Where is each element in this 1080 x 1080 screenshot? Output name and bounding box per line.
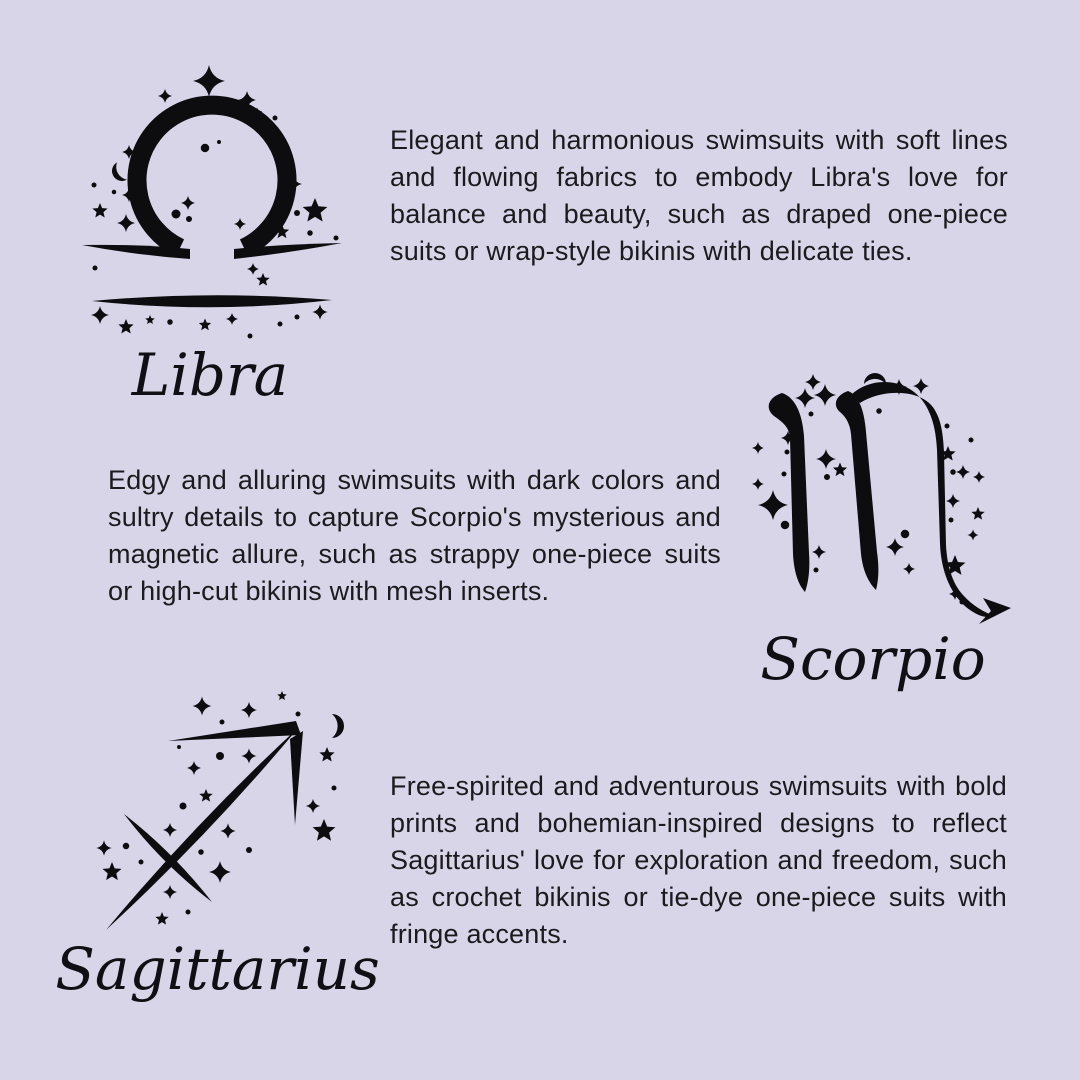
sagittarius-symbol-icon (62, 672, 382, 950)
libra-label: Libra (131, 341, 289, 409)
sagittarius-label: Sagittarius (55, 935, 380, 1003)
libra-description: Elegant and harmonious swimsuits with soft lines and flowing fabrics to embody Libra's love for balance and beauty, such as draped one-piece suits or wrap-style bikinis with delicate ties. (390, 125, 1008, 266)
scorpio-description: Edgy and alluring swimsuits with dark colors and sultry details to capture Scorpio's mysterious and magnetic allure, such as strappy one-piece suits or high-cut bikinis with mesh inserts. (108, 465, 721, 606)
sagittarius-description: Free-spirited and adventurous swimsuits with bold prints and bohemian-inspired designs to reflect Sagittarius' love for exploration and freedom, such as crochet bikinis or tie-dye one-piece suits with fringe accents. (390, 771, 1007, 949)
scorpio-symbol-icon (733, 362, 1031, 652)
libra-symbol-icon (60, 48, 360, 356)
scorpio-label: Scorpio (760, 625, 986, 693)
